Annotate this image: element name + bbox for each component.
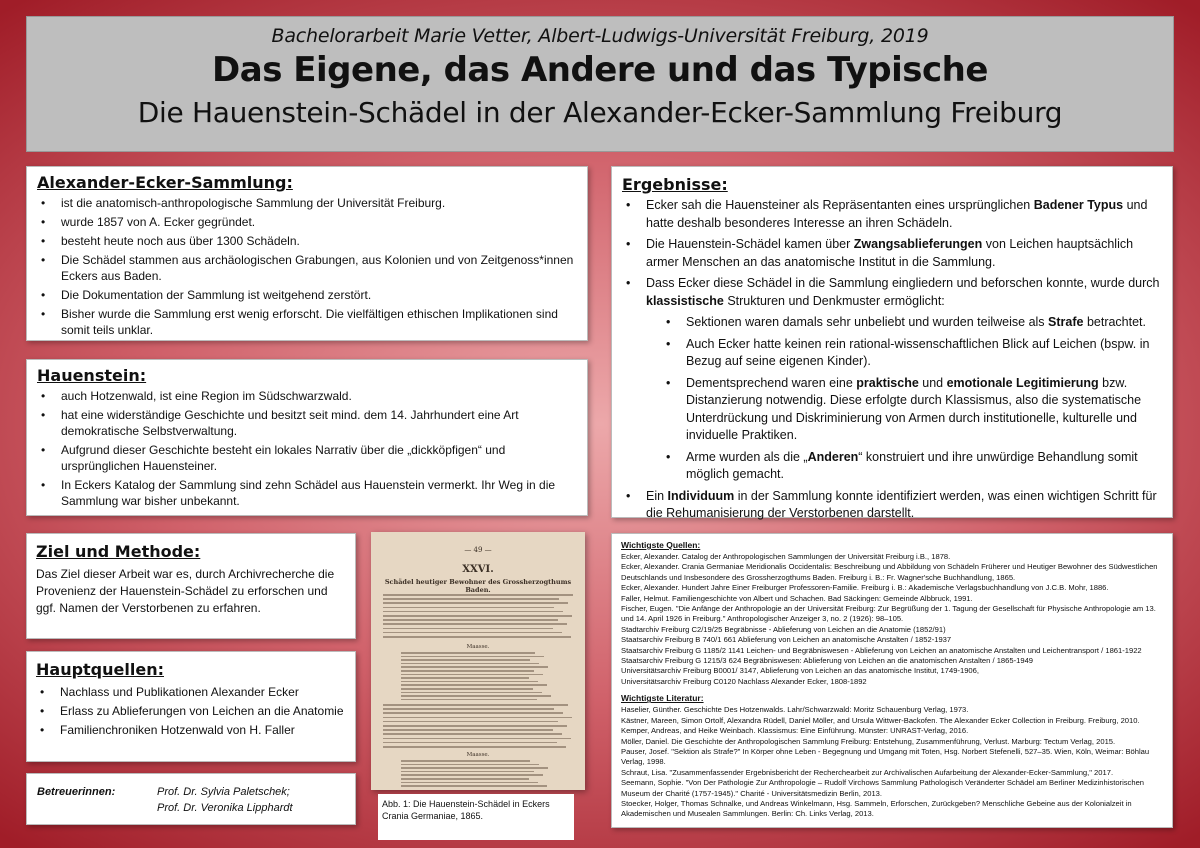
scan-text-line <box>401 785 547 787</box>
scan-text-line <box>383 704 568 706</box>
scan-text-line <box>401 666 548 668</box>
scan-text-line <box>401 767 548 769</box>
scan-text-line <box>401 656 544 658</box>
scan-text-line <box>383 598 559 600</box>
list-text: und <box>918 375 947 390</box>
reference-entry: Universitätsarchiv Freiburg B0001/ 3147, Ablieferung von Leichen an das anatomische Institut, 1749-1906, <box>621 666 979 676</box>
list-item: • Familienchroniken Hotzenwald von H. Faller <box>36 722 346 738</box>
scan-text-line <box>383 712 563 714</box>
reference-entry: Möller, Daniel. Die Geschichte der Anthropologischen Sammlung Freiburg: Entstehung, Zusammenführung, Verlust. Marburg: Tectum Verlag, 2015. <box>621 736 1116 746</box>
hauenstein-list <box>37 388 577 509</box>
section-references <box>611 533 1173 828</box>
scan-text-line <box>383 717 572 719</box>
scan-text-line <box>383 602 568 604</box>
scan-text-line <box>383 708 554 710</box>
list-item: • Die Dokumentation der Sammlung ist weitgehend zerstört. <box>37 287 577 303</box>
poster-title: Das Eigene, das Andere und das Typische <box>212 50 988 90</box>
list-text: von Leichen hauptsächlich armer Menschen an das anatomische Institut in die Sammlung. <box>646 237 1134 269</box>
reference-entry: Schraut, Lisa. "Zusammenfassender Ergebnisbericht der Recherchearbeit zur Archivalischen Aufarbeitung der Alexander-Ecker-Sammlung," 2017. <box>621 767 1114 777</box>
betreuer-label: Betreuerinnen: <box>37 786 116 798</box>
figure-title: Schädel heutiger Bewohner des Grossherzogthums Baden. <box>384 578 572 594</box>
poster-header <box>26 16 1174 152</box>
scan-text-line <box>383 636 571 638</box>
emphasis-text: Badener Typus <box>1033 198 1124 212</box>
reference-entry: Haselier, Günther. Geschichte Des Hotzenwalds. Lahr/Schwarzwald: Moritz Schauenburg Verlag, 1973. <box>621 705 969 715</box>
list-text: betrachtet. <box>1083 315 1147 329</box>
scan-text-line <box>401 670 534 672</box>
list-item: • auch Hotzenwald, ist eine Region im Südschwarzwald. <box>37 388 577 404</box>
list-text: bzw. Distanzierung notwendig. Diese erfolgte durch Klassismus, also die systematische Unterdrückung und Diskriminierung von Armen durch institutionelle, kulturelle und inviduelle Praktiken. <box>686 375 1142 442</box>
section-heading: Ergebnisse: <box>622 175 728 194</box>
list-item: • besteht heute noch aus über 1300 Schädeln. <box>37 233 577 249</box>
scan-text-line <box>383 628 553 630</box>
reference-entry: Ecker, Alexander. Crania Germaniae Meridionalis Occidentalis: Beschreibung und Abbildung von Schädeln Früherer und Heutiger Bewohner des Südwestlichen Deutschlands und Insbesondere des Grossherzogthums Baden. Freiburg i. B.: Fr. Wagner'sche Buchhandlung, 1865. <box>621 562 1158 582</box>
scan-text-line <box>383 721 558 723</box>
list-item <box>662 449 1162 484</box>
scan-text-line <box>383 623 567 625</box>
section-ergebnisse <box>611 166 1173 518</box>
scan-text-line <box>383 746 566 748</box>
list-item <box>622 488 1162 523</box>
list-text: in der Sammlung konnte identifiziert werden, was einen wichtigen Schritt für die Rehumanisierung der Verstorbenen darstellt. <box>646 488 1157 520</box>
section-sammlung <box>26 166 588 341</box>
scan-text-line <box>401 764 539 766</box>
list-text: Auch Ecker hatte keinen rein rational-wissenschaftlichen Blick auf Leichen (bspw. in Bezug auf seine eigenen Kinder). <box>686 336 1150 368</box>
section-ziel-methode <box>26 533 356 639</box>
scan-text-line <box>383 729 553 731</box>
figure-caption: Abb. 1: Die Hauenstein-Schädel in Eckers Crania Germaniae, 1865. <box>378 794 574 840</box>
reference-entry: Seemann, Sophie. "Von Der Pathologie Zur Anthropologie – Rudolf Virchows Sammlung Pathologisch Veränderter Schädel am Berliner Medizinhistorischen Museum der Charité (1757-1945)." Charité - Universitätsmedizin Berlin, 2013. <box>621 778 1145 798</box>
section-hauptquellen <box>26 651 356 762</box>
list-item <box>662 314 1162 332</box>
list-item: • Erlass zu Ablieferungen von Leichen an die Anatomie <box>36 703 346 719</box>
reference-entry: Ecker, Alexander. Hundert Jahre Einer Freiburger Professoren-Familie. Freiburg i. B.: Akademische Verlagsbuchhandlung von J.C.B. Mohr, 1886. <box>621 583 1109 593</box>
figure-list-label: Maasse. <box>466 752 490 758</box>
list-item: • Die Schädel stammen aus archäologischen Grabungen, aus Kolonien und von Zeitgenoss*innen Eckers aus Baden. <box>37 252 577 284</box>
scan-text-line <box>383 607 554 609</box>
scan-text-line <box>401 684 547 686</box>
emphasis-text: praktische <box>856 375 919 390</box>
section-heading: Alexander-Ecker-Sammlung: <box>37 173 293 192</box>
author-line: Bachelorarbeit Marie Vetter, Albert-Ludwigs-Universität Freiburg, 2019 <box>271 25 929 47</box>
reference-entry: Staatsarchiv Freiburg G 1215/3 624 Begräbniswesen: Ablieferung von Leichen an die anatomischen Anstalten / 1865-1949 <box>621 656 1034 666</box>
list-item: • hat eine widerständige Geschichte und besitzt seit mind. dem 14. Jahrhundert eine Art demokratische Selbstverwaltung. <box>37 407 577 439</box>
section-hauenstein <box>26 359 588 516</box>
scan-text-line <box>383 725 567 727</box>
emphasis-text: klassistische <box>646 293 724 308</box>
betreuer-name: Prof. Dr. Veronika Lipphardt <box>157 802 293 814</box>
list-item: • wurde 1857 von A. Ecker gegründet. <box>37 214 577 230</box>
list-item: • Nachlass und Publikationen Alexander Ecker <box>36 684 346 700</box>
reference-entry: Kästner, Mareen, Simon Ortolf, Alexandra Rüdell, Daniel Möller, and Ursula Wittwer-Backofen. The Alexander Ecker Collection in Freiburg. Freiburg, 2010. <box>621 715 1140 725</box>
scan-text-line <box>401 778 529 780</box>
betreuer-name: Prof. Dr. Sylvia Paletschek; <box>157 786 290 798</box>
scan-text-line <box>383 611 563 613</box>
reference-entry: Stoecker, Holger, Thomas Schnalke, und Andreas Winkelmann, Hsg. Sammeln, Erforschen, Zurückgeben? Menschliche Gebeine aus der Kolonialzeit in Akademischen und Musealen Sammlungen. Berlin: Ch. Links Verlag, 2013. <box>621 798 1132 819</box>
scan-text-line <box>383 742 557 744</box>
list-item: • ist die anatomisch-anthropologische Sammlung der Universität Freiburg. <box>37 195 577 211</box>
list-text: und hatte deshalb besonderes Interesse an ihren Schädeln. <box>646 198 1148 230</box>
list-item: • Bisher wurde die Sammlung erst wenig erforscht. Die vielfältigen ethischen Implikationen sind somit teils unklar. <box>37 306 577 338</box>
scan-text-line <box>401 677 529 679</box>
figure-list-label: Maasse. <box>466 644 490 650</box>
reference-entry: Kemper, Andreas, and Heike Weinbach. Klassismus: Eine Einführung. Münster: UNRAST-Verlag, 2016. <box>621 726 969 736</box>
scan-text-line <box>401 760 530 762</box>
emphasis-text: Strafe <box>1048 315 1084 329</box>
list-item: • In Eckers Katalog der Sammlung sind zehn Schädel aus Hauenstein vermerkt. Ihr Weg in die Sammlung war bisher unbekannt. <box>37 477 577 509</box>
scan-text-line <box>401 699 537 701</box>
emphasis-text: Zwangsablieferungen <box>853 237 983 251</box>
reference-entry: Staatsarchiv Freiburg B 740/1 661 Ablieferung von Leichen an anatomische Anstalten / 1852-1937 <box>621 635 952 645</box>
reference-entry: Faller, Helmut. Familiengeschichte von Albert und Schachen. Bad Säckingen: Gemeinde Albbruck, 1991. <box>621 593 973 603</box>
poster-subtitle: Die Hauenstein-Schädel in der Alexander-Ecker-Sammlung Freiburg <box>137 96 1063 129</box>
scan-text-line <box>401 695 551 697</box>
ziel-text: Das Ziel dieser Arbeit war es, durch Archivrecherche die Provenienz der Hauenstein-Schädel zu erforschen und ggf. Namen der Verstorbenen zu erfahren. <box>36 567 335 615</box>
references-heading: Wichtigste Literatur: <box>621 693 704 704</box>
scan-text-line <box>401 692 542 694</box>
reference-entry: Staatsarchiv Freiburg G 1185/2 1141 Leichen- und Begräbniswesen - Ablieferung von Leichen an anatomische Anstalten und Leichentransport / 1861-1922 <box>621 645 1142 655</box>
figure-section: XXVI. <box>462 564 494 575</box>
scan-text-line <box>401 688 533 690</box>
section-heading: Ziel und Methode: <box>36 542 201 561</box>
scan-text-line <box>401 782 538 784</box>
literatur-references <box>621 705 1163 819</box>
scan-text-line <box>383 733 562 735</box>
scan-text-line <box>383 594 573 596</box>
scan-text-line <box>383 619 558 621</box>
scan-text-line <box>401 774 543 776</box>
list-item <box>662 375 1162 445</box>
list-text: Ein <box>646 488 668 503</box>
scan-text-line <box>383 632 562 634</box>
reference-entry: Fischer, Eugen. "Die Anfänge der Anthropologie an der Universität Freiburg: Zur Begrüßung der 1. Tagung der Gesellschaft für Physische Anthropologie am 13. und 14. April 1926 in Freiburg." Anthropologischer Anzeiger 3, no. 2 (1926): 98–105. <box>621 604 1156 624</box>
list-item <box>662 336 1162 371</box>
quellen-list <box>36 684 346 738</box>
scan-text-line <box>401 659 530 661</box>
scan-text-line <box>401 771 534 773</box>
list-text: Strukturen und Denkmuster ermöglicht: <box>723 293 945 308</box>
scan-text-line <box>383 738 571 740</box>
scan-text-line <box>401 674 543 676</box>
list-item: • Aufgrund dieser Geschichte besteht ein lokales Narrativ über die „dickköpfigen“ und ursprünglichen Hauensteiner. <box>37 442 577 474</box>
quellen-references <box>621 552 1163 687</box>
reference-entry: Pauser, Josef. "Sektion als Strafe?" In Körper ohne Leben - Begegnung und Umgang mit Toten, Hsg. Norbert Stefenelli, 527–35. Wien, Köln, Weimar: Böhlau Verlag, 1998. <box>621 746 1150 767</box>
list-item <box>622 197 1162 232</box>
list-text: Dementsprechend waren eine <box>686 375 857 390</box>
list-text: Ecker sah die Hauensteiner als Repräsentanten eines ursprünglichen <box>646 198 1034 212</box>
emphasis-text: emotionale Legitimierung <box>946 375 1099 390</box>
scan-text-line <box>401 681 538 683</box>
list-text: Arme wurden als die „ <box>686 449 808 464</box>
list-item <box>622 275 1162 310</box>
scan-text-line <box>401 663 539 665</box>
scan-text-line <box>401 652 535 654</box>
scan-text-line <box>383 615 572 617</box>
references-heading: Wichtigste Quellen: <box>621 540 701 550</box>
list-text: “ konstruiert und ihre unwürdige Behandlung somit möglich gemacht. <box>686 449 1138 481</box>
list-text: Dass Ecker diese Schädel in die Sammlung eingliedern und beforschen konnte, wurde durch <box>646 276 1160 290</box>
reference-entry: Ecker, Alexander. Catalog der Anthropologischen Sammlungen der Universität Freiburg i.B., 1878. <box>621 552 951 561</box>
section-heading: Hauenstein: <box>37 366 147 385</box>
list-text: Sektionen waren damals sehr unbeliebt und wurden teilweise als <box>686 315 1049 329</box>
sammlung-list <box>37 195 577 338</box>
ergebnisse-list <box>622 197 1162 523</box>
emphasis-text: Individuum <box>667 488 735 503</box>
list-item <box>622 236 1162 271</box>
section-heading: Hauptquellen: <box>36 660 164 679</box>
reference-entry: Universitätsarchiv Freiburg C0120 Nachlass Alexander Ecker, 1808-1892 <box>621 676 867 686</box>
reference-entry: Stadtarchiv Freiburg C2/19/25 Begräbnisse - Ablieferung von Leichen an die Anatomie (1852/91) <box>621 624 946 634</box>
list-text: Die Hauenstein-Schädel kamen über <box>646 237 854 251</box>
figure-page-number: — 49 — <box>464 546 492 554</box>
emphasis-text: Anderen <box>807 449 859 464</box>
figure-crania-page <box>371 532 585 790</box>
section-betreuerinnen <box>26 773 356 825</box>
